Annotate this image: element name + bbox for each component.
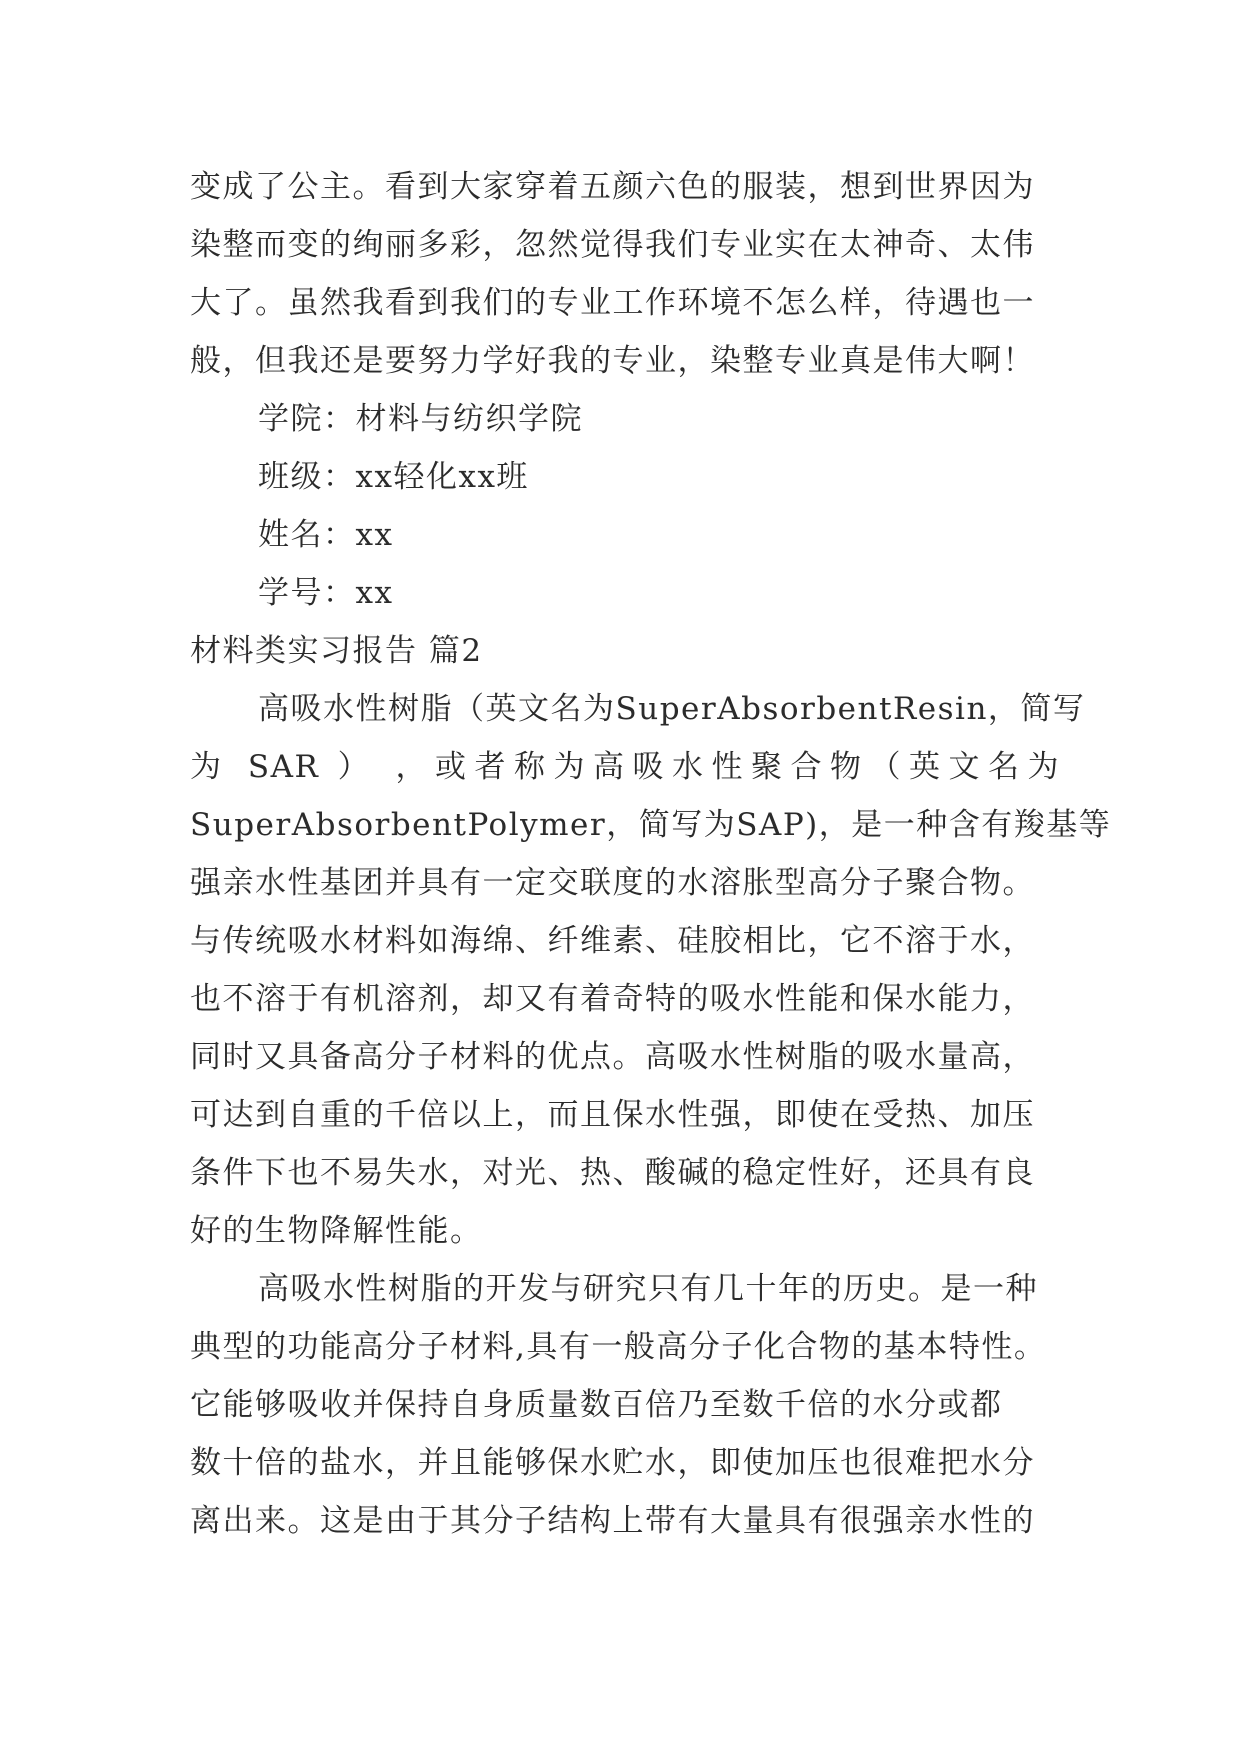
- text-line: 可达到自重的千倍以上，而且保水性强，即使在受热、加压: [190, 1097, 1035, 1133]
- paragraph-2: [190, 1260, 1060, 1550]
- text-line: 大了。虽然我看到我们的专业工作环境不怎么样，待遇也一: [190, 285, 1035, 321]
- college-line: 学院：材料与纺织学院: [258, 401, 583, 437]
- text-line: 高吸水性树脂（英文名为SuperAbsorbentResin，简写: [258, 691, 1086, 727]
- student-id-line: 学号：xx: [258, 575, 394, 611]
- text-line: 同时又具备高分子材料的优点。高吸水性树脂的吸水量高，: [190, 1039, 1035, 1075]
- text-line: 变成了公主。看到大家穿着五颜六色的服装，想到世界因为: [190, 169, 1035, 205]
- text-line: 高吸水性树脂的开发与研究只有几十年的历史。是一种: [258, 1271, 1038, 1307]
- text-line: 条件下也不易失水，对光、热、酸碱的稳定性好，还具有良: [190, 1155, 1035, 1191]
- section-heading: 材料类实习报告 篇2: [190, 633, 483, 669]
- name-line: 姓名：xx: [258, 517, 394, 553]
- paragraph-1: [190, 680, 1112, 1260]
- text-line: 般，但我还是要努力学好我的专业，染整专业真是伟大啊！: [190, 343, 1035, 379]
- document-body: [190, 158, 1112, 1550]
- text-line: 与传统吸水材料如海绵、纤维素、硅胶相比，它不溶于水，: [190, 923, 1035, 959]
- class-line: 班级：xx轻化xx班: [258, 459, 529, 495]
- text-line: 离出来。这是由于其分子结构上带有大量具有很强亲水性的: [190, 1503, 1035, 1539]
- text-line: 强亲水性基团并具有一定交联度的水溶胀型高分子聚合物。: [190, 865, 1035, 901]
- text-line: SuperAbsorbentPolymer，简写为SAP)，是一种含有羧基等: [190, 807, 1112, 843]
- text-line: 为 SAR ） ，或者称为高吸水性聚合物（英文名为: [190, 749, 1060, 785]
- text-line: 好的生物降解性能。: [190, 1213, 483, 1249]
- text-line: 也不溶于有机溶剂，却又有着奇特的吸水性能和保水能力，: [190, 981, 1035, 1017]
- paragraph-continuation: [190, 158, 1060, 390]
- text-line: 数十倍的盐水，并且能够保水贮水，即使加压也很难把水分: [190, 1445, 1035, 1481]
- text-line: 染整而变的绚丽多彩，忽然觉得我们专业实在太神奇、太伟: [190, 227, 1035, 263]
- text-line: 它能够吸收并保持自身质量数百倍乃至数千倍的水分或都: [190, 1387, 1003, 1423]
- text-line: 典型的功能高分子材料,具有一般高分子化合物的基本特性。: [190, 1329, 1047, 1365]
